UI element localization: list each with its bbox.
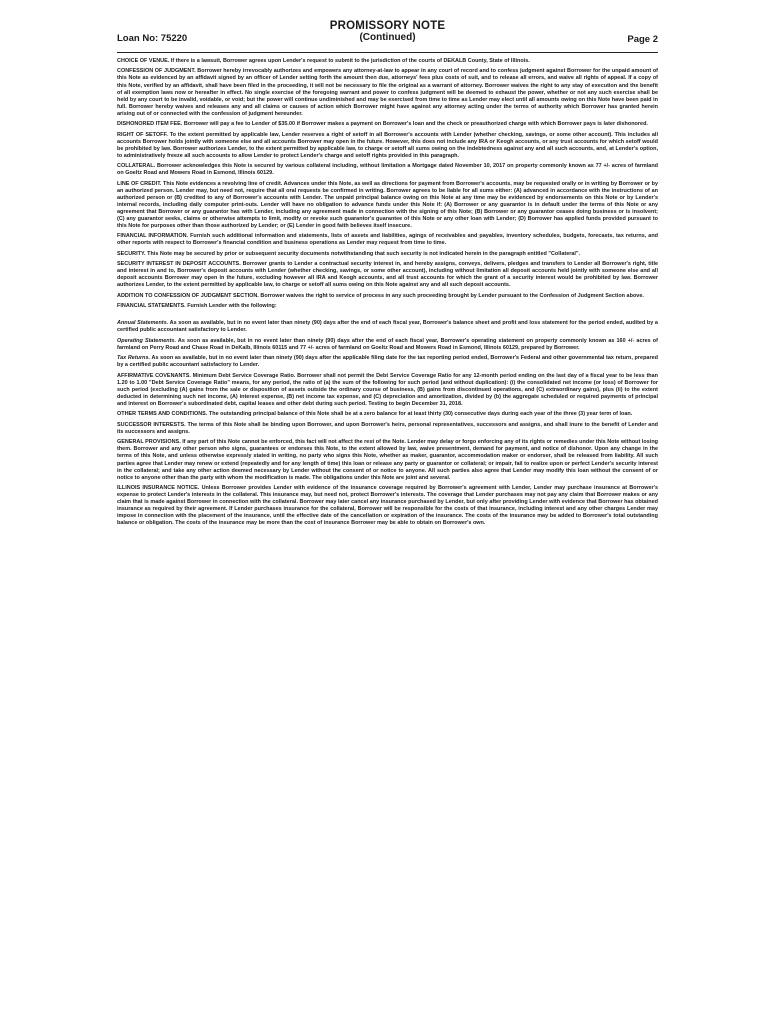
section-text: The outstanding principal balance of this Note shall be at a zero balance for at least thirty (30) consecutive days during each year of the three (3) year term of loan.: [208, 411, 633, 418]
section-heading: AFFIRMATIVE COVENANTS. Minimum Debt Service Coverage Ratio.: [117, 372, 296, 379]
section-heading: CONFESSION OF JUDGMENT.: [117, 68, 196, 75]
section-text: If any part of this Note cannot be enforced, this fact will not affect the rest of the Note. Lender may delay or forgo enforcing any of its rights or remedies under this Note without losing them. Borrower and any other person who signs, guarantees or endorses this Note, to the extent allowed by law, waive presentment, demand for payment, and notice of dishonor. Upon any change in the terms of this Note, and unless otherwise expressly stated in writing, no party who signs this Note, whether as maker, guarantor, accommodation maker or endorser, shall be released from liability. All such parties agree that Lender may renew or extend (repeatedly and for any length of time) this loan or release any party or guarantor or collateral; or impair, fail to realize upon or perfect Lender's security interest in the collateral; and take any other action deemed necessary by Lender without the consent of or notice to anyone. All such parties also agree that Lender may modify this loan without the consent of or notice to anyone other than the party with whom the modification is made. The obligations under this Note are joint and several.: [117, 439, 659, 481]
section-text: This Note evidences a revolving line of credit. Advances under this Note, as well as directions for payment from Borrower's accounts, may be requested orally or in writing by Borrower or by an authorized person. Lender may, but need not, require that all oral requests be confirmed in writing. Borrower agrees to be liable for all sums either: (A) advanced in accordance with the instructions of an authorized person or (B) credited to any of Borrower's accounts with Lender. The unpaid principal balance owing on this Note at any time may be evidenced by endorsements on this Note or by Lender's internal records, including daily computer print-outs. Lender will have no obligation to advance funds under this Note if: (A) Borrower or any guarantor is in default under the terms of this Note or any agreement that Borrower or any guarantor has with Lender, including any agreement made in connection with the signing of this Note; (B) Borrower or any guarantor ceases doing business or is insolvent; (C) any guarantor seeks, claims or otherwise attempts to limit, modify or revoke such guarantor's guarantee of this Note or any other loan with Lender; (D) Borrower has applied funds provided pursuant to this Note for purposes other than those authorized by Lender; or (E) Lender in good faith believes itself insecure.: [117, 180, 658, 229]
section-heading: Tax Returns.: [117, 355, 151, 362]
section-heading: COLLATERAL.: [117, 163, 156, 170]
document-title: PROMISSORY NOTE: [329, 20, 446, 32]
section-paragraph: [117, 121, 658, 128]
title-block: [117, 20, 658, 44]
section-heading: GENERAL PROVISIONS.: [117, 439, 181, 446]
section-heading: Annual Statements.: [117, 320, 169, 327]
document-body: [117, 58, 658, 527]
section-heading: ILLINOIS INSURANCE NOTICE.: [117, 485, 200, 492]
section-text: Unless Borrower provides Lender with evidence of the insurance coverage required by Borrower's agreement with Lender, Lender may purchase insurance at Borrower's expense to protect Lender's interests in the collateral. This insurance may, but need not, protect Borrower's interests. The coverage that Lender purchases may not pay any claim that Borrower makes or any claim that is made against Borrower in connection with the collateral. Borrower may later cancel any insurance purchased by Lender, but only after providing Lender with evidence that Borrower has obtained insurance as required by their agreement. If Lender purchases insurance for the collateral, Borrower will be responsible for the costs of that insurance, including interest and any other charges Lender may impose in connection with the placement of the insurance, until the effective date of the cancellation or expiration of the insurance. The costs of the insurance may be added to Borrower's total outstanding balance or obligation. The costs of the insurance may be more than the cost of insurance Borrower may be able to obtain on Borrower's own.: [117, 485, 658, 527]
section-text: To the extent permitted by applicable law, Lender reserves a right of setoff in all Borrower's accounts with Lender (whether checking, savings, or some other account). This includes all accounts Borrower holds jointly with someone else and all accounts Borrower may open in the future. However, this does not include any IRA or Keogh accounts, or any trust accounts for which setoff would be prohibited by law. Borrower authorizes Lender, to the extent permitted by applicable law, to charge or setoff all sums owing on the indebtedness against any and all such accounts, and, at Lender's option, to administratively freeze all such accounts to allow Lender to protect Lender's charge and setoff rights provided in this paragraph.: [117, 131, 658, 159]
section-text: Furnish such additional information and statements, lists of assets and liabilities, agings of receivables and payables, inventory schedules, budgets, forecasts, tax returns, and other reports with respect to Borrower's financial condition and business operations as Lender may request from time to time.: [117, 233, 659, 247]
section-text: Borrower hereby irrevocably authorizes and empowers any attorney-at-law to appear in any court of record and to confess judgment against Borrower for the unpaid amount of this Note as evidenced by an affidavit signed by an officer of Lender setting forth the amount then due, attorneys' fees plus costs of suit, and to release all errors, and waive all rights of appeal. If a copy of this Note, verified by an affidavit, shall have been filed in the proceeding, it will not be necessary to file the original as a warrant of attorney. Borrower waives the right to any stay of execution and the benefit of all exemption laws now or hereafter in effect. No single exercise of the foregoing warrant and power to confess judgment will be deemed to exhaust the power, whether or not any such exercise shall be held by any court to be invalid, voidable, or void; but the power will continue undiminished and may be exercised from time to time as Lender may elect until all amounts owing on this Note have been paid in full. Borrower hereby waives and releases any and all claims or causes of action which Borrower might have against any attorney acting under the terms of authority which Borrower has granted herein arising out of or connected with the confession of judgment hereunder.: [117, 68, 659, 117]
section-paragraph: [117, 261, 658, 289]
section-heading: FINANCIAL INFORMATION.: [117, 233, 189, 240]
page-header: [117, 20, 658, 50]
section-paragraph: [117, 355, 658, 369]
section-text: Borrower acknowledges this Note is secured by various collateral including, without limitation a Mortgage dated November 10, 2017 on property commonly known as 77 +/- acres of farmland on Goeltz Road and Mowers Road in Esmond, Illinois 60129.: [117, 163, 658, 177]
section-heading: SECURITY INTEREST IN DEPOSIT ACCOUNTS.: [117, 261, 241, 268]
page-number: Page 2: [627, 34, 658, 45]
section-paragraph: [117, 439, 658, 481]
section-paragraph: [117, 422, 658, 436]
section-heading: LINE OF CREDIT.: [117, 180, 162, 187]
section-paragraph: [117, 303, 658, 310]
section-paragraph: [117, 58, 658, 65]
section-paragraph: [117, 338, 658, 352]
section-text: Borrower shall not permit the Debt Service Coverage Ratio for any 12-month period ending on the last day of a fiscal year to be less than 1.20 to 1.00 "Debt Service Coverage Ratio" means, for any period, the ratio of (a) the sum of the following for such period (and without duplication): (i) the consolidated net income (or loss) of Borrower for such period (excluding (A) gains from the sale or disposition of assets outside the ordinary course of business, (B) gains from discontinued operations, and (C) extraordinary gains), plus (ii) to the extent deducted in determining such net income, (A) interest expense, (B) net income tax expense, and (C) depreciation and amortization, divided by (b) the aggregate scheduled or required payments of principal and interest on Borrower's subordinated debt, capital leases and other debt during such period. Testing to begin December 31, 2018.: [117, 372, 659, 407]
section-text: The terms of this Note shall be binding upon Borrower, and upon Borrower's heirs, personal representatives, successors and assigns, and shall inure to the benefit of Lender and its successors and assigns.: [117, 421, 658, 435]
section-paragraph: [117, 293, 658, 300]
section-paragraph: [117, 373, 658, 408]
section-paragraph: [117, 68, 658, 117]
section-text: As soon as available, but in no event later than ninety (90) days after the end of each fiscal year, Borrower's operating statement on property commonly known as 160 +/- acres of farmland on Perry Road and Chase Road in DeKalb, Illinois 60115 and 77 +/- acres of farmland on Goeltz Road and Mowers Road in Esmond, Illinois 60129, prepared by Borrower.: [117, 337, 658, 351]
section-heading: ADDITION TO CONFESSION OF JUDGMENT SECTION.: [117, 292, 259, 299]
section-paragraph: [117, 411, 658, 418]
section-heading: SUCCESSOR INTERESTS.: [117, 421, 186, 428]
document-subtitle: (Continued): [359, 32, 416, 43]
section-text: Borrower will pay a fee to Lender of $35.00 if Borrower makes a payment on Borrower's loan and the check or preauthorized charge with which Borrower pays is later dishonored.: [183, 121, 648, 128]
section-heading: Operating Statements.: [117, 337, 176, 344]
header-rule: [117, 52, 658, 53]
section-paragraph: [117, 485, 658, 527]
section-text: As soon as available, but in no event later than ninety (90) days after the applicable filing date for the tax reporting period ended, Borrower's Federal and other governmental tax return, prepared by a certified public accountant satisfactory to Lender.: [117, 355, 658, 369]
section-text: This Note may be secured by prior or subsequent security documents notwithstanding that such security is not indicated herein in the paragraph entitled "Collateral".: [147, 250, 581, 257]
section-heading: CHOICE OF VENUE.: [117, 58, 170, 64]
section-text: As soon as available, but in no event later than ninety (90) days after the end of each fiscal year, Borrower's balance sheet and profit and loss statement for the period ended, audited by a certified public accountant satisfactory to Lender.: [117, 320, 658, 334]
section-text: Borrower waives the right to service of process in any such proceeding brought by Lender pursuant to the Confession of Judgment Section above.: [260, 292, 644, 299]
section-paragraph: [117, 163, 658, 177]
section-heading: FINANCIAL STATEMENTS.: [117, 303, 186, 310]
section-text: If there is a lawsuit, Borrower agrees upon Lender's request to submit to the jurisdiction of the courts of DEKALB County, State of Illinois.: [170, 58, 530, 64]
section-paragraph: [117, 181, 658, 230]
section-paragraph: [117, 251, 658, 258]
section-heading: SECURITY.: [117, 250, 146, 257]
section-heading: RIGHT OF SETOFF.: [117, 131, 168, 138]
section-paragraph: [117, 320, 658, 334]
section-heading: DISHONORED ITEM FEE.: [117, 121, 183, 128]
section-paragraph: [117, 233, 658, 247]
section-text: Borrower grants to Lender a contractual security interest in, and hereby assigns, conveys, delivers, pledges and transfers to Lender all Borrower's right, title and interest in and to, Borrower's deposit accounts with Lender (whether checking, savings, or some other account), including without limitation all deposit accounts held jointly with someone else and all deposit accounts Borrower may open in the future, excluding however all IRA and Keogh accounts, and all trust accounts for which the grant of a security interest would be prohibited by law. Borrower authorizes Lender, to the extent permitted by applicable law, to charge or setoff all sums owing on this Note against any and all such deposit accounts.: [117, 261, 659, 289]
section-heading: OTHER TERMS AND CONDITIONS.: [117, 411, 208, 418]
loan-number: Loan No: 75220: [117, 33, 188, 44]
section-paragraph: [117, 132, 658, 160]
section-text: Furnish Lender with the following:: [187, 303, 277, 310]
